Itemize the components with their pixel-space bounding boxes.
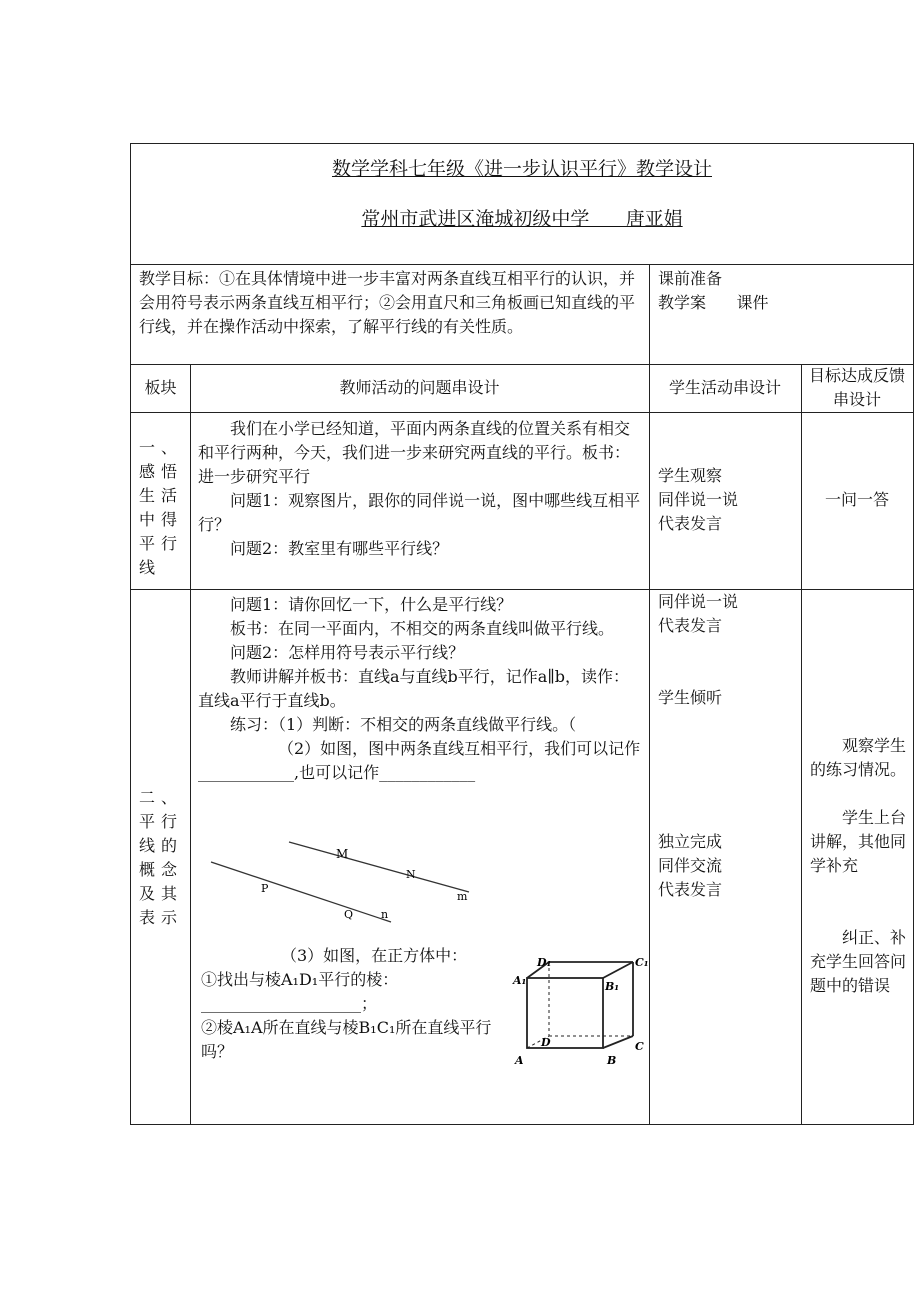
divider	[131, 364, 913, 365]
section2-q1: 问题1：请你回忆一下，什么是平行线？	[230, 595, 513, 614]
label-A1: A₁	[513, 974, 527, 987]
student-activity: 独立完成	[658, 832, 723, 851]
divider	[131, 412, 913, 413]
label-B1: B₁	[605, 980, 620, 993]
section1-intro: 我们在小学已经知道，平面内两条直线的位置关系有相交和平行两种，今天，我们进一步来研究两直线的平行。板书：进一步研究平行	[198, 419, 631, 486]
teaching-objectives: 教学目标：①在具体情境中进一步丰富对两条直线互相平行的认识，并会用符号表示两条直线互相平行；②会用直尺和三角板画已知直线的平行线，并在操作活动中探索，了解平行线的有关性质。	[139, 269, 636, 336]
section2-name: 二、平行线的概念及其表示	[139, 788, 184, 927]
section1-student	[658, 464, 798, 536]
label-D1: D₁	[537, 956, 552, 969]
section2-q2: 问题2：怎样用符号表示平行线？	[230, 643, 465, 662]
col-header-section: 板块	[144, 378, 177, 397]
section2-exercise1: 练习：（1）判断：不相交的两条直线做平行线。（	[230, 715, 577, 734]
cube-edge	[603, 962, 633, 978]
cube-edge	[603, 1036, 633, 1048]
col-header-teacher: 教师活动的问题串设计	[339, 378, 500, 397]
document-header	[131, 144, 913, 265]
line-m	[289, 842, 469, 892]
label-C: C	[635, 1040, 644, 1053]
label-n: n	[381, 908, 389, 921]
section2-exercise3a-blank: ____________________；	[201, 994, 378, 1013]
lesson-plan-table	[130, 143, 914, 1125]
document-author: 常州市武进区淹城初级中学 唐亚娟	[361, 208, 683, 230]
section2-feedback-c: 纠正、补充学生回答问题中的错误	[810, 928, 907, 995]
section2-board: 板书：在同一平面内，不相交的两条直线叫做平行线。	[230, 619, 615, 638]
label-N: N	[406, 868, 416, 881]
section2-student-b: 学生倾听	[658, 688, 723, 707]
section2-student-c	[658, 830, 798, 902]
line-n	[211, 862, 391, 922]
section2-student-a	[658, 590, 798, 638]
prep-items: 教学案 课件	[658, 293, 769, 312]
student-activity: 代表发言	[658, 514, 723, 533]
label-M: M	[336, 847, 349, 861]
label-m: m	[457, 890, 468, 903]
prep-label: 课前准备	[658, 269, 723, 288]
section2-exercise2: （2）如图，图中两条直线互相平行，我们可以记作____________,也可以记作____________	[198, 739, 641, 782]
student-activity: 同伴说一说	[658, 490, 739, 509]
student-activity: 代表发言	[658, 880, 723, 899]
section1-feedback: 一问一答	[824, 490, 889, 509]
cube-figure	[511, 954, 651, 1074]
divider	[190, 364, 191, 1124]
section2-feedback-b: 学生上台讲解，其他同学补充	[810, 808, 907, 875]
section2-exercise3a: ①找出与棱A₁D₁平行的棱：	[201, 970, 399, 989]
section1-name: 一、感悟生活中得平行线	[139, 438, 184, 577]
label-A: A	[515, 1054, 524, 1067]
student-activity: 同伴说一说	[658, 592, 739, 611]
label-C1: C₁	[635, 956, 649, 969]
divider	[801, 364, 802, 1124]
label-Q: Q	[344, 908, 354, 921]
label-P: P	[261, 882, 269, 895]
col-header-student: 学生活动串设计	[668, 378, 781, 397]
student-activity: 同伴交流	[658, 856, 723, 875]
document-title: 数学学科七年级《进一步认识平行》教学设计	[331, 158, 712, 180]
parallel-lines-figure	[201, 834, 491, 924]
student-activity: 代表发言	[658, 616, 723, 635]
section1-q2: 问题2：教室里有哪些平行线？	[230, 539, 449, 558]
section2-explain: 教师讲解并板书：直线a与直线b平行，记作a∥b，读作：直线a平行于直线b。	[198, 667, 629, 710]
col-header-feedback: 目标达成反馈串设计	[808, 366, 905, 409]
student-activity: 学生观察	[658, 466, 723, 485]
section2-feedback-a: 观察学生的练习情况。	[810, 736, 907, 779]
section2-exercise3: （3）如图，在正方体中：	[281, 946, 468, 965]
label-B: B	[607, 1054, 617, 1067]
section2-exercise3b: ②棱A₁A所在直线与棱B₁C₁所在直线平行吗？	[201, 1018, 492, 1061]
cube-front-face	[527, 978, 603, 1048]
section1-q1: 问题1：观察图片，跟你的同伴说一说，图中哪些线互相平行？	[198, 491, 641, 534]
label-D: D	[541, 1036, 551, 1049]
